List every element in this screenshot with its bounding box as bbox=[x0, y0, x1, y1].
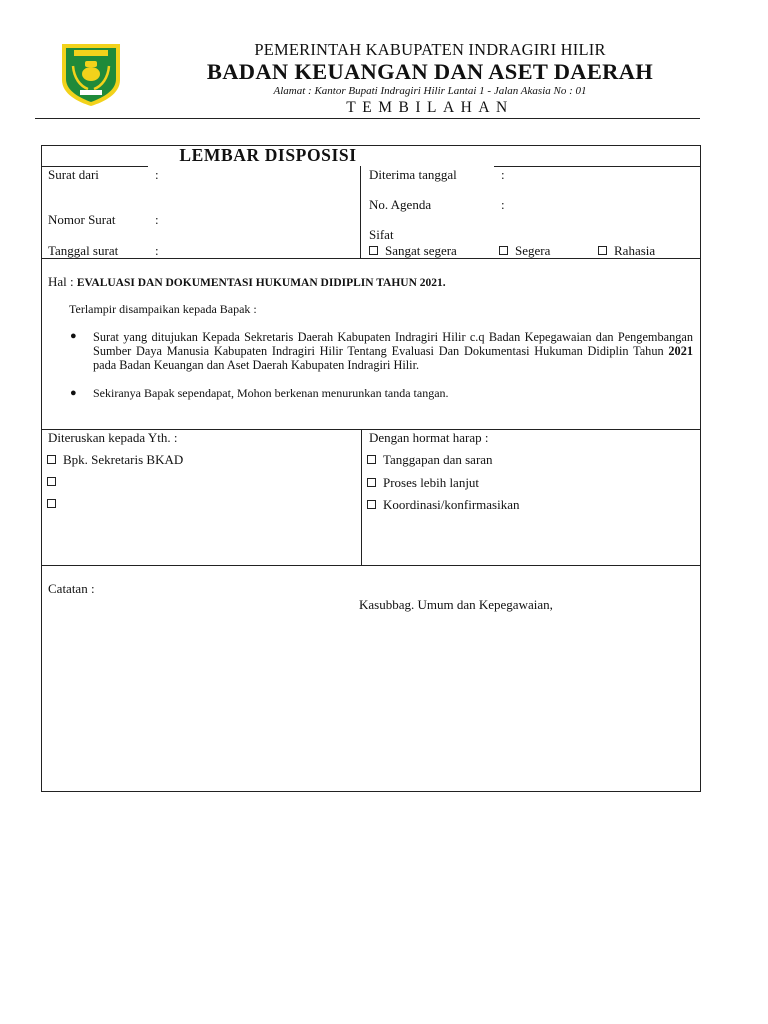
header-divider bbox=[35, 118, 700, 119]
harap-item-3[interactable]: Koordinasi/konfirmasikan bbox=[367, 497, 519, 513]
tanggal-surat-colon: : bbox=[155, 243, 159, 258]
tanggal-surat-label: Tanggal surat bbox=[48, 243, 119, 258]
hal-line: Hal : EVALUASI DAN DOKUMENTASI HUKUMAN DIDIPLIN TAHUN 2021. bbox=[48, 274, 446, 289]
checkbox-icon[interactable] bbox=[367, 478, 376, 487]
checkbox-icon[interactable] bbox=[598, 246, 607, 255]
surat-dari-label: Surat dari bbox=[48, 167, 99, 182]
city-name: TEMBILAHAN bbox=[346, 99, 514, 116]
surat-dari-colon: : bbox=[155, 167, 159, 182]
title-underline-right bbox=[494, 166, 701, 167]
sifat-option-rahasia[interactable]: Rahasia bbox=[598, 243, 655, 259]
agenda-colon: : bbox=[501, 197, 505, 212]
harap-item-2[interactable]: Proses lebih lanjut bbox=[367, 475, 479, 491]
checkbox-icon[interactable] bbox=[369, 246, 378, 255]
no-agenda-label: No. Agenda bbox=[369, 197, 432, 212]
checkbox-icon[interactable] bbox=[47, 477, 56, 486]
government-name: PEMERINTAH KABUPATEN INDRAGIRI HILIR bbox=[254, 40, 606, 59]
checkbox-icon[interactable] bbox=[47, 499, 56, 508]
nomor-surat-colon: : bbox=[155, 212, 159, 227]
separator-notes bbox=[41, 565, 701, 566]
checkbox-icon[interactable] bbox=[47, 455, 56, 464]
bullet2-text: Sekiranya Bapak sependapat, Mohon berkenan menurunkan tanda tangan. bbox=[93, 386, 449, 400]
nomor-surat-label: Nomor Surat bbox=[48, 212, 116, 227]
hal-value: EVALUASI DAN DOKUMENTASI HUKUMAN DIDIPLIN TAHUN 2021. bbox=[76, 277, 446, 289]
sifat-option-segera[interactable]: Segera bbox=[499, 243, 550, 259]
agency-name: BADAN KEUANGAN DAN ASET DAERAH bbox=[206, 59, 654, 84]
diterima-colon: : bbox=[501, 167, 505, 182]
form-title: LEMBAR DISPOSISI bbox=[179, 145, 357, 165]
diteruskan-label: Diteruskan kepada Yth. : bbox=[48, 430, 178, 445]
checkbox-icon[interactable] bbox=[367, 455, 376, 464]
agency-address: Alamat : Kantor Bupati Indragiri Hilir Lantai 1 - Jalan Akasia No : 01 bbox=[273, 85, 587, 97]
diterima-tanggal-label: Diterima tanggal bbox=[369, 167, 457, 182]
diteruskan-item-3[interactable] bbox=[47, 496, 63, 512]
harap-label: Dengan hormat harap : bbox=[369, 430, 489, 445]
sifat-label: Sifat bbox=[369, 227, 394, 242]
bullet1-text: Surat yang ditujukan Kepada Sekretaris Daerah Kabupaten Indragiri Hilir c.q Badan Kepegawaian dan Pengembangan Sumber Daya Manusia Kabupaten Indragiri Hilir Tentang Evaluasi Dan Dokumentasi Hukuman Didiplin Tahun 2021 pada Badan Keuangan dan Aset Daerah Kabupaten Indragiri Hilir. bbox=[93, 330, 693, 372]
intro-text: Terlampir disampaikan kepada Bapak : bbox=[69, 302, 257, 316]
checkbox-icon[interactable] bbox=[499, 246, 508, 255]
diteruskan-item-2[interactable] bbox=[47, 474, 63, 490]
diteruskan-item-1[interactable]: Bpk. Sekretaris BKAD bbox=[47, 452, 183, 468]
bullet-icon: ● bbox=[70, 387, 77, 399]
regency-emblem-logo bbox=[60, 42, 122, 108]
checkbox-icon[interactable] bbox=[367, 500, 376, 509]
signer-title: Kasubbag. Umum dan Kepegawaian, bbox=[359, 597, 553, 612]
bullet-icon: ● bbox=[70, 330, 77, 342]
catatan-label: Catatan : bbox=[48, 581, 95, 596]
routing-divider bbox=[361, 429, 362, 565]
harap-item-1[interactable]: Tanggapan dan saran bbox=[367, 452, 493, 468]
sifat-option-sangat-segera[interactable]: Sangat segera bbox=[369, 243, 457, 259]
top-section-divider bbox=[360, 166, 361, 258]
